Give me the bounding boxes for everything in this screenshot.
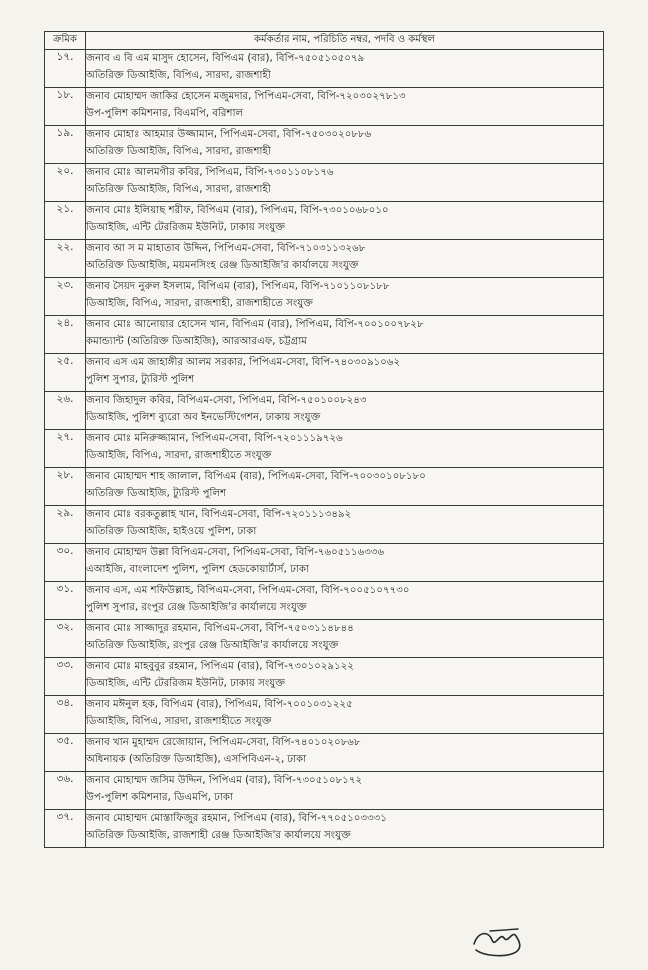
officer-name-line: জনাব মোহাম্মদ জসিম উদ্দিন, পিপিএম (বার), বিপি-৭৩০৫১০৮১৭২ <box>86 775 363 786</box>
officer-posting-line: অধিনায়ক (অতিরিক্ত ডিআইজি), এসপিবিএন-২, ঢাকা <box>86 754 307 765</box>
officer-posting-line: ডিআইজি, এন্টি টেররিজম ইউনিট, ঢাকায় সংযুক্ত <box>86 678 286 689</box>
table-body <box>45 50 604 848</box>
officer-posting-line: ডিআইজি, বিপিএ, সারদা, রাজশাহীতে সংযুক্ত <box>86 450 272 461</box>
table-row <box>45 506 604 544</box>
officer-name-line: জনাব এ বি এম মাসুদ হোসেন, বিপিএম (বার), বিপি-৭৫০৫১০৫০৭৯ <box>86 53 365 64</box>
officer-posting-line: উপ-পুলিশ কমিশনার, বিএমপি, বরিশাল <box>86 108 244 119</box>
serial-number: ৩২. <box>45 620 86 658</box>
officer-details <box>86 696 604 734</box>
officer-posting-line: ডিআইজি, পুলিশ ব্যুরো অব ইনভেস্টিগেশন, ঢাকায় সংযুক্ত <box>86 412 321 423</box>
officer-details <box>86 316 604 354</box>
officer-details <box>86 506 604 544</box>
officer-name-line: জনাব এস এম জাহাঙ্গীর আলম সরকার, পিপিএম-সেবা, বিপি-৭৪০৩০৯১০৬২ <box>86 357 401 368</box>
serial-number: ২১. <box>45 202 86 240</box>
table-row <box>45 278 604 316</box>
officer-details <box>86 88 604 126</box>
serial-number: ২৬. <box>45 392 86 430</box>
details-column-header: কর্মকর্তার নাম, পরিচিতি নম্বর, পদবি ও কর্মস্থল <box>86 32 604 50</box>
officer-posting-line: এআইজি, বাংলাদেশ পুলিশ, পুলিশ হেডকোয়ার্টার্স, ঢাকা <box>86 564 309 575</box>
officer-details <box>86 50 604 88</box>
table-header-row <box>45 32 604 50</box>
officer-details <box>86 468 604 506</box>
serial-number: ২৩. <box>45 278 86 316</box>
officer-details <box>86 126 604 164</box>
serial-number: ২০. <box>45 164 86 202</box>
table-row <box>45 772 604 810</box>
officer-table <box>44 31 604 848</box>
serial-number: ২৫. <box>45 354 86 392</box>
officer-details <box>86 658 604 696</box>
officer-name-line: জনাব এস, এম শফিউল্লাহ, বিপিএম-সেবা, পিপিএম-সেবা, বিপি-৭০০৫১০৭৭৩০ <box>86 585 410 596</box>
officer-details <box>86 772 604 810</box>
officer-posting-line: কমান্ড্যান্ট (অতিরিক্ত ডিআইজি), আরআরএফ, চট্টগ্রাম <box>86 336 307 347</box>
serial-column-header: ক্রমিক <box>45 32 86 50</box>
officer-details <box>86 620 604 658</box>
officer-details <box>86 430 604 468</box>
officer-details <box>86 354 604 392</box>
officer-posting-line: অতিরিক্ত ডিআইজি, বিপিএ, সারদা, রাজশাহী <box>86 146 271 157</box>
table-row <box>45 468 604 506</box>
table-row <box>45 696 604 734</box>
officer-name-line: জনাব মোঃ সাজ্জাদুর রহমান, বিপিএম-সেবা, বিপি-৭৫০৩১১৪৮৪৪ <box>86 623 354 634</box>
table-row <box>45 810 604 848</box>
officer-name-line: জনাব মোহাম্মদ মোস্তাফিজুর রহমান, পিপিএম (বার), বিপি-৭৭০৫১০৩৩৩১ <box>86 813 387 824</box>
officer-posting-line: অতিরিক্ত ডিআইজি, ট্যুরিস্ট পুলিশ <box>86 488 227 499</box>
serial-number: ৩৪. <box>45 696 86 734</box>
officer-name-line: জনাব মোঃ বরকতুল্লাহ খান, বিপিএম-সেবা, বিপি-৭২০১১১৩৪৯২ <box>86 509 352 520</box>
officer-name-line: জনাব সৈয়দ নুরুল ইসলাম, বিপিএম (বার), পিপিএম, বিপি-৭১০১১০৮১৮৮ <box>86 281 390 292</box>
officer-name-line: জনাব মোহাম্মদ উল্লা বিপিএম-সেবা, পিপিএম-সেবা, বিপি-৭৬০৫১১৬৩৩৬ <box>86 547 385 558</box>
officer-posting-line: পুলিশ সুপার, ট্যুরিস্ট পুলিশ <box>86 374 195 385</box>
table-row <box>45 658 604 696</box>
officer-name-line: জনাব জিহাদুল কবির, বিপিএম-সেবা, পিপিএম, বিপি-৭৫০১০০৮২৪৩ <box>86 395 367 406</box>
serial-number: ১৯. <box>45 126 86 164</box>
officer-posting-line: অতিরিক্ত ডিআইজি, বিপিএ, সারদা, রাজশাহী <box>86 70 271 81</box>
serial-number: ৩৩. <box>45 658 86 696</box>
serial-number: ২৮. <box>45 468 86 506</box>
officer-name-line: জনাব মোঃ আনোয়ার হোসেন খান, বিপিএম (বার), পিপিএম, বিপি-৭০০১০০৭৮২৮ <box>86 319 424 330</box>
officer-details <box>86 278 604 316</box>
table-row <box>45 50 604 88</box>
officer-name-line: জনাব মোহাম্মদ শাহ জালাল, বিপিএম (বার), পিপিএম-সেবা, বিপি-৭০০৩০১০৮১৮০ <box>86 471 426 482</box>
serial-number: ২২. <box>45 240 86 278</box>
officer-details <box>86 392 604 430</box>
officer-posting-line: অতিরিক্ত ডিআইজি, বিপিএ, সারদা, রাজশাহী <box>86 184 271 195</box>
table-row <box>45 88 604 126</box>
serial-number: ১৮. <box>45 88 86 126</box>
officer-details <box>86 240 604 278</box>
serial-number: ৩৭. <box>45 810 86 848</box>
officer-details <box>86 544 604 582</box>
officer-posting-line: ডিআইজি, বিপিএ, সারদা, রাজশাহীতে সংযুক্ত <box>86 716 272 727</box>
serial-number: ২৯. <box>45 506 86 544</box>
table-row <box>45 582 604 620</box>
table-row <box>45 392 604 430</box>
officer-details <box>86 202 604 240</box>
table-row <box>45 126 604 164</box>
officer-details <box>86 582 604 620</box>
officer-name-line: জনাব মঈনুল হক, বিপিএম (বার), পিপিএম, বিপি-৭০০১০৩১২২৫ <box>86 699 353 710</box>
table-row <box>45 544 604 582</box>
table-row <box>45 620 604 658</box>
officer-details <box>86 734 604 772</box>
table-row <box>45 354 604 392</box>
table-row <box>45 240 604 278</box>
officer-name-line: জনাব মোঃ আলমগীর কবির, পিপিএম, বিপি-৭৩০১১০৮১৭৬ <box>86 167 334 178</box>
officer-name-line: জনাব মোঃ ইলিয়াছ শরীফ, বিপিএম (বার), পিপিএম, বিপি-৭৩০১০৬৮০১০ <box>86 205 389 216</box>
officer-posting-line: অতিরিক্ত ডিআইজি, রংপুর রেঞ্জ ডিআইজি'র কার্যালয়ে সংযুক্ত <box>86 640 339 651</box>
officer-name-line: জনাব খান মুহাম্মদ রেজোয়ান, পিপিএম-সেবা, বিপি-৭৪০১০২০৮৬৮ <box>86 737 361 748</box>
serial-number: ২৭. <box>45 430 86 468</box>
table-row <box>45 430 604 468</box>
officer-posting-line: অতিরিক্ত ডিআইজি, ময়মনসিংহ রেঞ্জ ডিআইজি'র কার্যালয়ে সংযুক্ত <box>86 260 359 271</box>
serial-number: ১৭. <box>45 50 86 88</box>
officer-name-line: জনাব মোঃ মাহবুবুর রহমান, পিপিএম (বার), বিপি-৭৩০১০২৯১২২ <box>86 661 354 672</box>
table-row <box>45 734 604 772</box>
officer-name-line: জনাব আ স ম মাহাতাব উদ্দিন, পিপিএম-সেবা, বিপি-৭১০৩১১৩২৬৮ <box>86 243 366 254</box>
table-row <box>45 202 604 240</box>
table-row <box>45 164 604 202</box>
serial-number: ৩০. <box>45 544 86 582</box>
handwritten-signature <box>470 922 528 958</box>
table-row <box>45 316 604 354</box>
serial-number: ৩৫. <box>45 734 86 772</box>
officer-posting-line: ডিআইজি, এন্টি টেররিজম ইউনিট, ঢাকায় সংযুক্ত <box>86 222 286 233</box>
officer-name-line: জনাব মোহাঃ আহমার উজ্জামান, পিপিএম-সেবা, বিপি-৭৫০৩০২০৮৮৬ <box>86 129 372 140</box>
officer-name-line: জনাব মোঃ মনিরুজ্জামান, পিপিএম-সেবা, বিপি-৭২০১১১৯৭২৬ <box>86 433 343 444</box>
officer-posting-line: উপ-পুলিশ কমিশনার, ডিএমপি, ঢাকা <box>86 792 233 803</box>
officer-posting-line: ডিআইজি, বিপিএ, সারদা, রাজশাহী, রাজশাহীতে সংযুক্ত <box>86 298 313 309</box>
officer-details <box>86 164 604 202</box>
serial-number: ৩১. <box>45 582 86 620</box>
serial-number: ২৪. <box>45 316 86 354</box>
officer-posting-line: পুলিশ সুপার, রংপুর রেঞ্জ ডিআইজি'র কার্যালয়ে সংযুক্ত <box>86 602 307 613</box>
serial-number: ৩৬. <box>45 772 86 810</box>
officer-details <box>86 810 604 848</box>
officer-posting-line: অতিরিক্ত ডিআইজি, হাইওয়ে পুলিশ, ঢাকা <box>86 526 257 537</box>
officer-posting-line: অতিরিক্ত ডিআইজি, রাজশাহী রেঞ্জ ডিআইজি'র কার্যালয়ে সংযুক্ত <box>86 830 351 841</box>
officer-name-line: জনাব মোহাম্মদ জাকির হোসেন মজুমদার, পিপিএম-সেবা, বিপি-৭২০৩০২৭৮১৩ <box>86 91 406 102</box>
